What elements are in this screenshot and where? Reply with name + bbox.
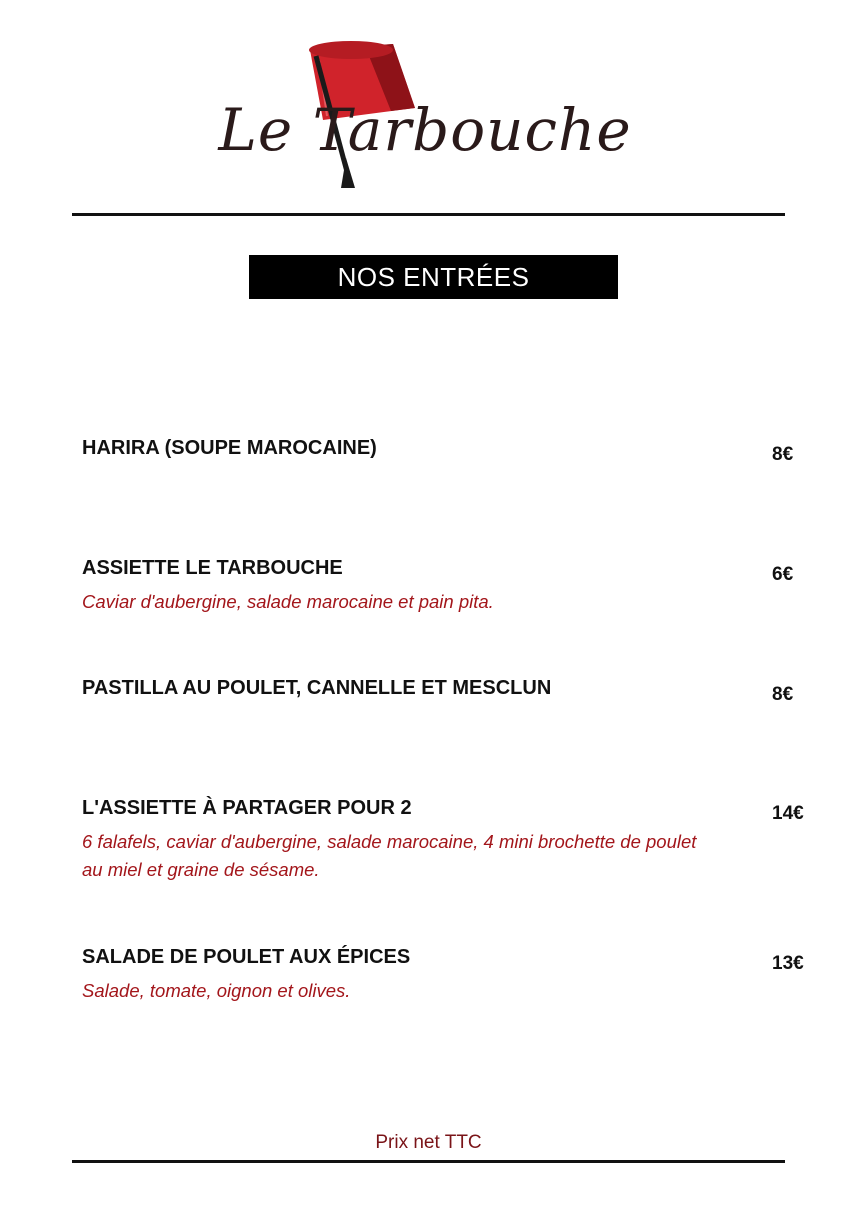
- menu-item: [82, 797, 822, 884]
- price-note: Prix net TTC: [375, 1132, 482, 1153]
- section-title: NOS ENTRÉES: [249, 255, 618, 299]
- item-price: 8€: [772, 444, 794, 465]
- item-price: 8€: [772, 684, 794, 705]
- item-description: Salade, tomate, oignon et olives.: [82, 980, 351, 1001]
- menu-item: [82, 437, 822, 460]
- bottom-divider: [72, 1160, 785, 1163]
- item-description: Caviar d'aubergine, salade marocaine et pain pita.: [82, 591, 494, 612]
- item-price: 6€: [772, 564, 794, 585]
- item-name: HARIRA (SOUPE MAROCAINE): [82, 437, 377, 459]
- menu-item: [82, 677, 822, 700]
- menu-item: [82, 557, 822, 616]
- item-name: L'ASSIETTE À PARTAGER POUR 2: [82, 797, 412, 819]
- menu-item: [82, 946, 822, 1005]
- item-name: SALADE DE POULET AUX ÉPICES: [82, 946, 411, 968]
- brand-logo: [215, 38, 635, 198]
- top-divider: [72, 213, 785, 216]
- brand-name: Le Tarbouche: [218, 96, 632, 164]
- item-description: 6 falafels, caviar d'aubergine, salade marocaine, 4 mini brochette de poulet au miel et graine de sésame.: [82, 831, 697, 880]
- item-price: 14€: [772, 803, 804, 824]
- item-name: PASTILLA AU POULET, CANNELLE ET MESCLUN: [82, 677, 552, 699]
- item-price: 13€: [772, 953, 804, 974]
- item-name: ASSIETTE LE TARBOUCHE: [82, 557, 343, 579]
